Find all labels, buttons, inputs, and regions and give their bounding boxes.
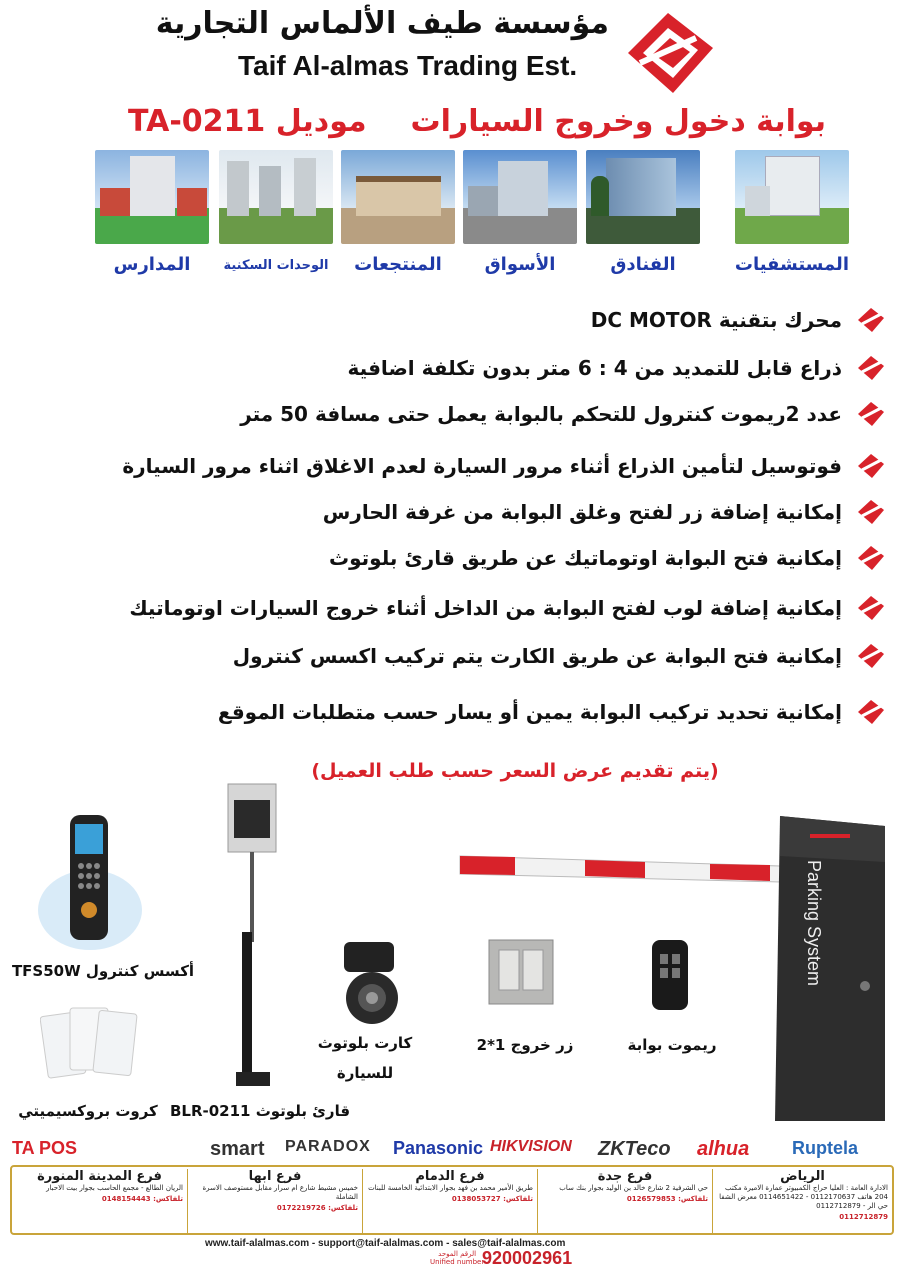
unified-number-label — [430, 1250, 484, 1266]
bluetooth-reader-pole-icon — [222, 782, 282, 1092]
proximity-cards-icon — [40, 1000, 140, 1082]
branch-name: فرع ابها — [248, 1169, 302, 1184]
unified-label-en: Unified number — [430, 1258, 485, 1266]
unified-number: 920002961 — [482, 1248, 573, 1268]
branch-dammam — [362, 1169, 537, 1233]
brand-logos — [0, 1138, 904, 1166]
access-control-device-icon — [35, 810, 145, 960]
sector-schools — [95, 150, 209, 275]
sector-label: الفنادق — [610, 254, 676, 275]
school-image — [95, 150, 209, 244]
feature-text: إمكانية إضافة زر لفتح وغلق البوابة من غرفة الحارس — [322, 500, 842, 524]
exit-button-label: زر خروج 1*2 — [476, 1036, 574, 1054]
model-title: موديل TA-0211 — [128, 104, 367, 139]
branch-name: فرع المدينة المنورة — [37, 1169, 162, 1184]
bluetooth-car-card-icon — [338, 940, 408, 1030]
branch-phone: تلفاكس: 0138053727 — [451, 1195, 533, 1203]
feature-text: محرك بتقنية DC MOTOR — [590, 308, 842, 332]
feature-text: إمكانية تحديد تركيب البوابة يمين أو يسار حسب متطلبات الموقع — [217, 700, 842, 724]
feature-item — [329, 538, 886, 578]
page-title: بوابة دخول وخروج السيارات — [410, 104, 826, 139]
brand-logo: ZKTeco — [598, 1138, 671, 1160]
branch-abha — [187, 1169, 362, 1233]
company-logo-icon — [618, 8, 718, 98]
company-name-arabic: مؤسسة طيف الألماس التجارية — [155, 6, 609, 41]
branch-address: الادارة العامة : العليا حراج الكمبيوتر عمارة الاميرة مكتب 204 هاتف 0112170637 - 0114651422 معرض الشفا حي الر - 0112712879 — [719, 1184, 888, 1210]
mall-image — [463, 150, 577, 244]
feature-text: ذراع قابل للتمديد من 4 : 6 متر بدون تكلفة اضافية — [347, 356, 842, 380]
sector-resorts — [341, 150, 455, 275]
feature-item — [122, 446, 886, 486]
sector-label: المستشفيات — [734, 254, 849, 275]
company-name-english: Taif Al-almas Trading Est. — [238, 50, 578, 81]
logo-bullet-icon — [856, 353, 886, 383]
logo-bullet-icon — [856, 543, 886, 573]
unified-label-ar: الرقم الموحد — [438, 1250, 477, 1258]
logo-bullet-icon — [856, 593, 886, 623]
branch-phone: تلفاكس: 0148154443 — [101, 1195, 183, 1203]
branch-jeddah — [537, 1169, 712, 1233]
branch-name: الرياض — [780, 1169, 825, 1184]
parking-system-text: Parking System — [804, 860, 824, 987]
feature-text: إمكانية إضافة لوب لفتح البوابة من الداخل أثناء خروج السيارات اوتوماتيك — [129, 596, 842, 620]
branch-phone: تلفاكس: 0126579853 — [626, 1195, 708, 1203]
bluetooth-card-label: كارت بلوتوث — [317, 1034, 413, 1052]
branch-name: فرع الدمام — [415, 1169, 485, 1184]
sector-label: المدارس — [113, 254, 191, 275]
brand-logo: PARADOX — [285, 1138, 371, 1155]
feature-item — [240, 394, 886, 434]
branch-address: حي الشرفية 2 شارع خالد بن الوليد بجوار بنك ساب — [559, 1184, 708, 1192]
logo-bullet-icon — [856, 497, 886, 527]
feature-item — [129, 588, 886, 628]
sector-label: المنتجعات — [354, 254, 442, 275]
feature-item — [323, 492, 886, 532]
brand-logo: alhua — [697, 1138, 750, 1160]
feature-text: إمكانية فتح البوابة اوتوماتيك عن طريق قارئ بلوتوث — [329, 546, 842, 570]
resort-image — [341, 150, 455, 244]
sectors — [95, 150, 849, 280]
products-section — [0, 780, 904, 1130]
sector-hotels — [586, 150, 700, 275]
feature-text: عدد 2ريموت كنترول للتحكم بالبوابة يعمل حتى مسافة 50 متر — [240, 402, 842, 426]
contact-links[interactable]: www.taif-alalmas.com - support@taif-alalmas.com - sales@taif-alalmas.com — [205, 1238, 566, 1249]
branch-address: الريان الطالع - مجمع الحاسب بجوار بيت الاحبار — [46, 1184, 183, 1192]
proximity-cards-label: كروت بروكسيميتي — [18, 1102, 158, 1120]
branch-address: طريق الأمير محمد بن فهد بجوار الابتدائية الخامسة للبنات — [368, 1184, 533, 1192]
branch-name: فرع جدة — [597, 1169, 653, 1184]
brand-logo: HIKVISION — [490, 1138, 572, 1155]
sector-hospitals — [735, 150, 849, 275]
feature-item — [348, 348, 886, 388]
brand-logo: Panasonic — [393, 1138, 484, 1158]
logo-bullet-icon — [856, 399, 886, 429]
hospital-image — [735, 150, 849, 244]
feature-item — [591, 300, 886, 340]
branch-phone: 0112712879 — [839, 1213, 888, 1221]
logo-bullet-icon — [856, 305, 886, 335]
header — [0, 0, 904, 100]
branch-riyadh — [712, 1169, 892, 1233]
sector-label: الوحدات السكنية — [223, 258, 329, 273]
remote-label: ريموت بوابة — [627, 1036, 717, 1054]
access-control-label: أكسس كنترول TFS50W — [11, 962, 195, 980]
feature-text: فوتوسيل لتأمين الذراع أثناء مرور السيارة لعدم الاغلاق اثناء مرور السيارة — [122, 454, 842, 478]
branch-madinah — [12, 1169, 187, 1233]
bluetooth-reader-label: قارئ بلوتوث BLR-0211 — [169, 1102, 351, 1120]
logo-bullet-icon — [856, 641, 886, 671]
logo-bullet-icon — [856, 451, 886, 481]
footer — [0, 1236, 904, 1280]
residential-image — [219, 150, 333, 244]
feature-item — [233, 636, 886, 676]
bluetooth-card-label-2: للسيارة — [336, 1064, 394, 1082]
feature-text: إمكانية فتح البوابة عن طريق الكارت يتم تركيب اكسس كنترول — [232, 644, 842, 668]
sector-label: الأسواق — [484, 254, 556, 275]
branch-address: خميس مشيط شارع ام سرار مقابل مستوصف الاسرة الشاملة — [202, 1184, 358, 1201]
title-row — [0, 104, 904, 148]
barrier-gate-icon — [455, 816, 895, 1126]
brand-logo: smart — [210, 1138, 265, 1160]
hotel-image — [586, 150, 700, 244]
brand-logo: TA POS — [12, 1138, 78, 1158]
sector-malls — [463, 150, 577, 275]
branches-box — [10, 1165, 894, 1235]
logo-bullet-icon — [856, 697, 886, 727]
sector-residential — [219, 150, 333, 273]
price-offer-note: (يتم تقديم عرض السعر حسب طلب العميل) — [311, 760, 719, 782]
feature-item — [218, 692, 886, 732]
brand-logo: Ruptela — [792, 1138, 859, 1158]
branch-phone: تلفاكس: 0172219726 — [276, 1204, 358, 1212]
